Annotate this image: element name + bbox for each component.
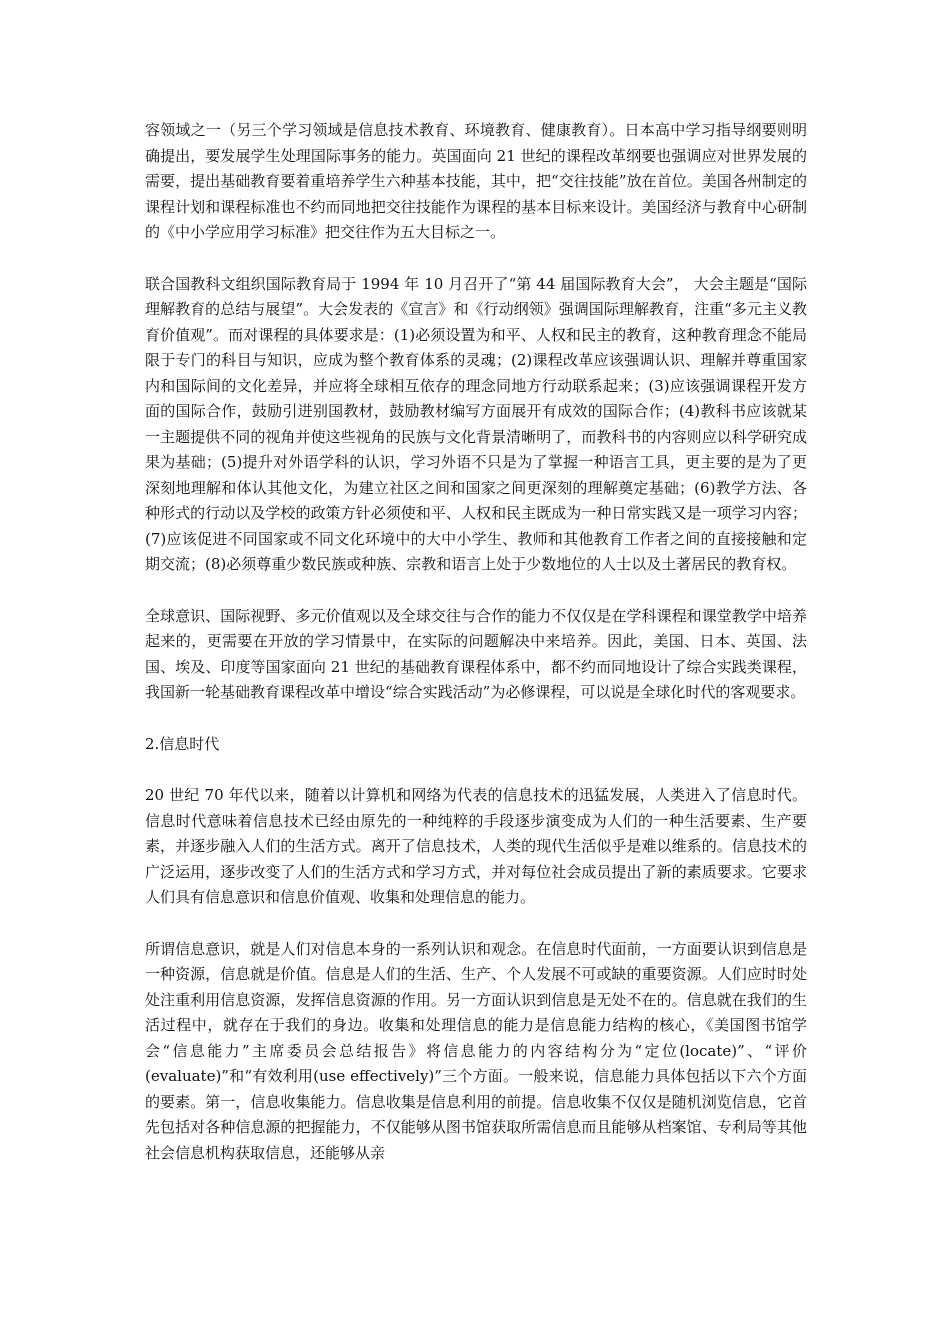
paragraph-unesco-conference: 联合国教科文组织国际教育局于 1994 年 10 月召开了“第 44 届国际教育大会”， 大会主题是“国际理解教育的总结与展望”。大会发表的《宣言》和《行动纲领》强调国际理解教育，注重“多元主义教育价值观”。而对课程的具体要求是：(1)必须设置为和平、人权和民主的教育，这种教育理念不能局限于专门的科目与知识，应成为整个教育体系的灵魂；(2)课程改革应该强调认识、理解并尊重国家内和国际间的文化差异，并应将全球相互依存的理念同地方行动联系起来；(3)应该强调课程开发方面的国际合作，鼓励引进别国教材，鼓励教材编写方面展开有成效的国际合作；(4)教科书应该就某一主题提供不同的视角并使这些视角的民族与文化背景清晰明了，而教科书的内容则应以科学研究成果为基础；(5)提升对外语学科的认识，学习外语不只是为了掌握一种语言工具，更主要的是为了更深刻地理解和体认其他文化，为建立社区之间和国家之间更深刻的理解奠定基础；(6)教学方法、各种形式的行动以及学校的政策方针必须使和平、人权和民主既成为一种日常实践又是一项学习内容；(7)应该促进不同国家或不同文化环境中的大中小学生、教师和其他教育工作者之间的直接接触和定期交流；(8)必须尊重少数民族或种族、宗教和语言上处于少数地位的人士以及土著居民的教育权。 [145, 274, 807, 573]
paragraph-information-age: 20 世纪 70 年代以来，随着以计算机和网络为代表的信息技术的迅猛发展，人类进入了信息时代。信息时代意味着信息技术已经由原先的一种纯粹的手段逐步演变成为人们的一种生活要素、生产要素，并逐步融入人们的生活方式。离开了信息技术，人类的现代生活似乎是难以维系的。信息技术的广泛运用，逐步改变了人们的生活方式和学习方式，并对每位社会成员提出了新的素质要求。它要求人们具有信息意识和信息价值观、收集和处理信息的能力。 [145, 786, 807, 906]
paragraph-global-awareness: 全球意识、国际视野、多元价值观以及全球交往与合作的能力不仅仅是在学科课程和课堂教学中培养起来的，更需要在开放的学习情景中，在实际的问题解决中来培养。因此，美国、日本、英国、法国、埃及、印度等国家面向 21 世纪的基础教育课程体系中，都不约而同地设计了综合实践类课程，我国新一轮基础教育课程改革中增设“综合实践活动”为必修课程，可以说是全球化时代的客观要求。 [145, 606, 807, 701]
paragraph-information-awareness: 所谓信息意识，就是人们对信息本身的一系列认识和观念。在信息时代面前，一方面要认识到信息是一种资源，信息就是价值。信息是人们的生活、生产、个人发展不可或缺的重要资源。人们应时时处处注重利用信息资源，发挥信息资源的作用。另一方面认识到信息是无处不在的。信息就在我们的生活过程中，就存在于我们的身边。收集和处理信息的能力是信息能力结构的核心，《美国图书馆学会“信息能力”主席委员会总结报告》将信息能力的内容结构分为“定位(locate)”、“评价(evaluate)”和“有效利用(use effectively)”三个方面。一般来说，信息能力具体包括以下六个方面的要素。第一，信息收集能力。信息收集是信息利用的前提。信息收集不仅仅是随机浏览信息，它首先包括对各种信息源的把握能力，不仅能够从图书馆获取所需信息而且能够从档案馆、专利局等其他社会信息机构获取信息，还能够从亲 [145, 939, 807, 1162]
section-heading-information-age: 2.信息时代 [145, 734, 220, 753]
document-body [145, 118, 807, 1192]
paragraph-global-communication: 容领域之一（另三个学习领域是信息技术教育、环境教育、健康教育）。日本高中学习指导纲要则明确提出，要发展学生处理国际事务的能力。英国面向 21 世纪的课程改革纲要也强调应对世界发展的需要，提出基础教育要着重培养学生六种基本技能，其中，把“交往技能”放在首位。美国各州制定的课程计划和课程标准也不约而同地把交往技能作为课程的基本目标来设计。美国经济与教育中心研制的《中小学应用学习标准》把交往作为五大目标之一。 [145, 121, 807, 241]
